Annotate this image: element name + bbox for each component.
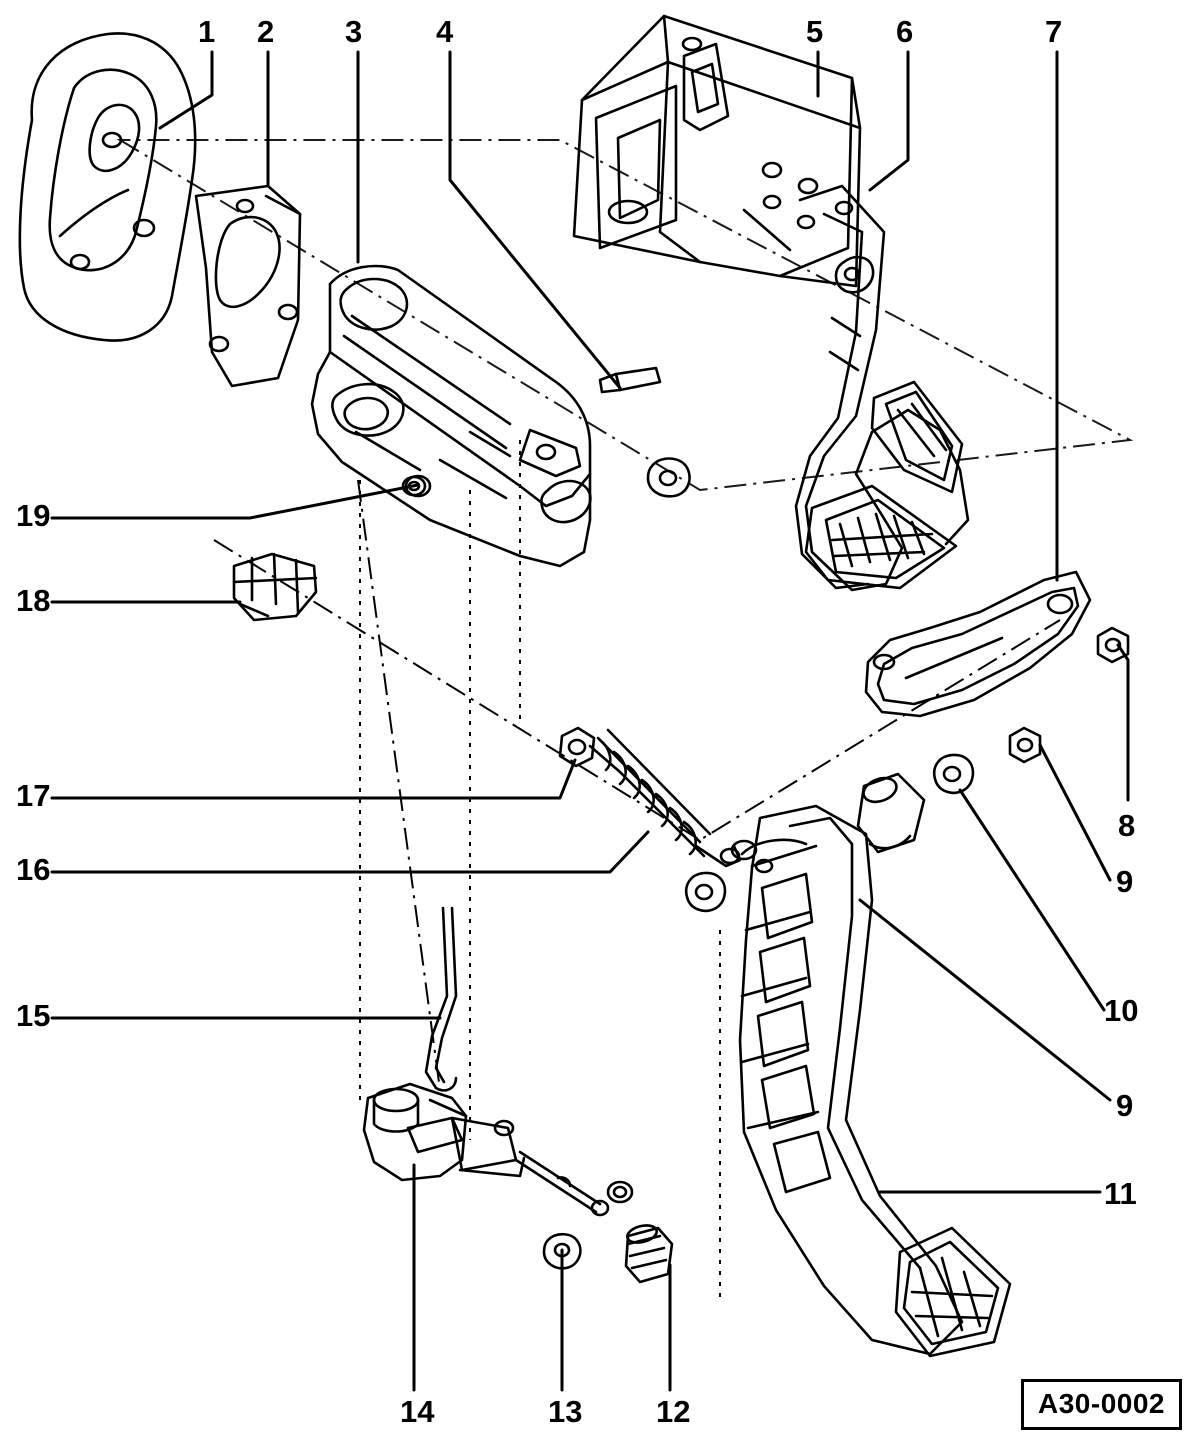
- leader-line-10: [960, 790, 1104, 1010]
- callout-label-3: 3: [345, 14, 363, 49]
- callout-label-1: 1: [198, 14, 216, 49]
- part-15-rod: [426, 908, 456, 1090]
- part-18-connector: [234, 554, 316, 620]
- part-1-insulation-pad: [20, 33, 195, 340]
- figure-code-box: [1021, 1379, 1182, 1430]
- part-8-nut-lower: [1010, 728, 1040, 762]
- callout-leader-lines: [52, 52, 1128, 1390]
- part-3-pedal-bracket-assembly: [312, 266, 590, 566]
- leader-line-8: [1118, 645, 1128, 800]
- part-10-sleeve: [858, 774, 924, 852]
- callout-label-17: 17: [16, 778, 51, 813]
- part-16-spring-pushrod: [590, 730, 740, 866]
- callout-label-15: 15: [16, 998, 51, 1033]
- callout-label-7: 7: [1045, 14, 1063, 49]
- callout-label-8: 8: [1118, 808, 1136, 843]
- callout-label-11: 11: [1104, 1176, 1137, 1211]
- leader-line-9: [1040, 745, 1110, 880]
- part-14-master-cylinder: [364, 1084, 608, 1215]
- part-9-bushing-upper: [934, 755, 973, 793]
- callout-label-16: 16: [16, 852, 51, 887]
- part-11-accelerator-pedal: [732, 806, 1010, 1356]
- callout-label-9: 9: [1116, 864, 1134, 899]
- part-17-nut: [560, 728, 594, 766]
- leader-line-1: [160, 52, 212, 128]
- leader-line-16: [52, 832, 648, 872]
- leader-line-17: [52, 760, 575, 798]
- callout-label-19: 19: [16, 498, 51, 533]
- callout-label-13: 13: [548, 1394, 583, 1429]
- leader-line-6: [870, 52, 908, 190]
- callout-label-4: 4: [436, 14, 454, 49]
- callout-label-2: 2: [257, 14, 275, 49]
- callout-label-10: 10: [1104, 993, 1139, 1028]
- leader-line-4: [450, 52, 620, 388]
- callout-label-12: 12: [656, 1394, 691, 1429]
- part-12-sleeve: [626, 1223, 672, 1282]
- part-7-pedal-arm: [866, 572, 1090, 716]
- figure-code-text: A30-0002: [1038, 1388, 1165, 1419]
- alignment-axes: [120, 140, 1130, 1090]
- callout-label-9b: 9: [1116, 1088, 1134, 1123]
- callout-label-18: 18: [16, 583, 51, 618]
- leader-line-9b: [860, 900, 1110, 1100]
- leader-line-19: [52, 485, 418, 518]
- part-4-pin: [600, 368, 660, 392]
- callout-label-6: 6: [896, 14, 914, 49]
- part-8-nut: [1098, 628, 1128, 662]
- part-6-brake-pedal-lever: [796, 186, 968, 590]
- part-9-bushing-left: [686, 873, 725, 911]
- callout-label-14: 14: [400, 1394, 435, 1429]
- part-2-mounting-plate: [196, 186, 300, 386]
- part-nut-center: [648, 459, 690, 497]
- callout-label-5: 5: [806, 14, 824, 49]
